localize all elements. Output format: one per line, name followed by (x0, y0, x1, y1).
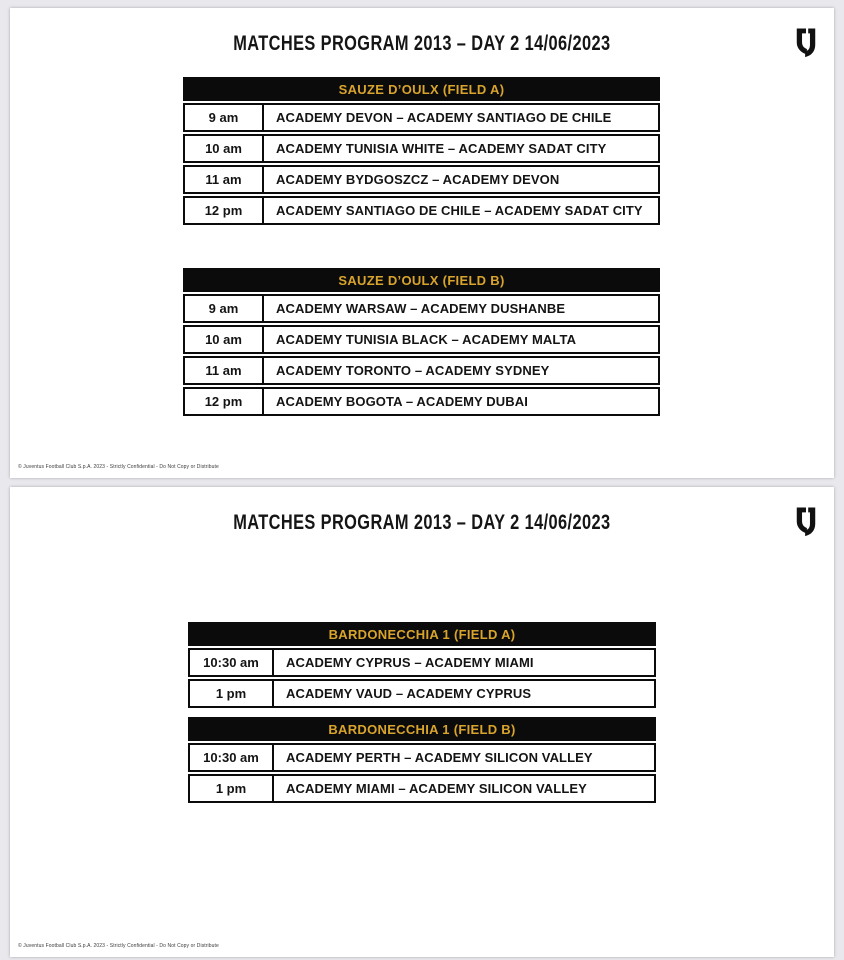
document-page-2 (10, 487, 834, 957)
page-title-text: MATCHES PROGRAM 2013 – DAY 2 14/06/2023 (233, 511, 611, 534)
schedule-table-bardonecchia-field-a (188, 622, 656, 710)
match-teams: ACADEMY SANTIAGO DE CHILE – ACADEMY SADAT CITY (276, 203, 643, 218)
table-header (183, 268, 660, 292)
match-time: 12 pm (185, 198, 264, 223)
match-time: 11 am (185, 358, 264, 383)
match-teams: ACADEMY CYPRUS – ACADEMY MIAMI (286, 655, 534, 670)
match-teams: ACADEMY TUNISIA BLACK – ACADEMY MALTA (276, 332, 577, 347)
match-time: 10:30 am (190, 650, 274, 675)
table-header (183, 77, 660, 101)
table-row (188, 743, 656, 772)
table-row (183, 134, 660, 163)
match-teams: ACADEMY MIAMI – ACADEMY SILICON VALLEY (286, 781, 587, 796)
table-row (183, 196, 660, 225)
table-row (183, 165, 660, 194)
table-row (188, 774, 656, 803)
match-time: 12 pm (185, 389, 264, 414)
schedule-table-bardonecchia-field-b (188, 717, 656, 805)
table-header-label: BARDONECCHIA 1 (FIELD B) (328, 721, 516, 737)
page-title (10, 32, 834, 56)
table-row (183, 103, 660, 132)
table-row (183, 325, 660, 354)
match-time: 9 am (185, 105, 264, 130)
page-title-text: MATCHES PROGRAM 2013 – DAY 2 14/06/2023 (233, 32, 611, 55)
document-page-1 (10, 8, 834, 478)
match-time: 10 am (185, 136, 264, 161)
table-header (188, 622, 656, 646)
match-time: 11 am (185, 167, 264, 192)
match-teams: ACADEMY TORONTO – ACADEMY SYDNEY (276, 363, 550, 378)
match-teams: ACADEMY VAUD – ACADEMY CYPRUS (286, 686, 532, 701)
table-header-label: SAUZE D’OULX (FIELD A) (338, 81, 505, 97)
table-header-label: SAUZE D’OULX (FIELD B) (338, 272, 505, 288)
match-time: 10:30 am (190, 745, 274, 770)
match-time: 10 am (185, 327, 264, 352)
confidentiality-footer: © Juventus Football Club S.p.A. 2023 - Strictly Confidential - Do Not Copy or Distribute (18, 943, 219, 949)
table-row (183, 356, 660, 385)
page-title (10, 511, 834, 535)
match-teams: ACADEMY PERTH – ACADEMY SILICON VALLEY (286, 750, 593, 765)
juventus-logo-icon (795, 27, 817, 59)
match-teams: ACADEMY TUNISIA WHITE – ACADEMY SADAT CITY (276, 141, 607, 156)
confidentiality-footer: © Juventus Football Club S.p.A. 2023 - Strictly Confidential - Do Not Copy or Distribute (18, 464, 219, 470)
table-row (188, 679, 656, 708)
table-row (183, 294, 660, 323)
match-teams: ACADEMY BYDGOSZCZ – ACADEMY DEVON (276, 172, 560, 187)
table-header (188, 717, 656, 741)
match-time: 1 pm (190, 776, 274, 801)
match-time: 9 am (185, 296, 264, 321)
match-teams: ACADEMY BOGOTA – ACADEMY DUBAI (276, 394, 528, 409)
schedule-table-sauze-field-b (183, 268, 660, 418)
table-row (188, 648, 656, 677)
schedule-table-sauze-field-a (183, 77, 660, 227)
match-teams: ACADEMY WARSAW – ACADEMY DUSHANBE (276, 301, 566, 316)
match-teams: ACADEMY DEVON – ACADEMY SANTIAGO DE CHILE (276, 110, 612, 125)
table-header-label: BARDONECCHIA 1 (FIELD A) (328, 626, 516, 642)
match-time: 1 pm (190, 681, 274, 706)
table-row (183, 387, 660, 416)
juventus-logo-icon (795, 506, 817, 538)
